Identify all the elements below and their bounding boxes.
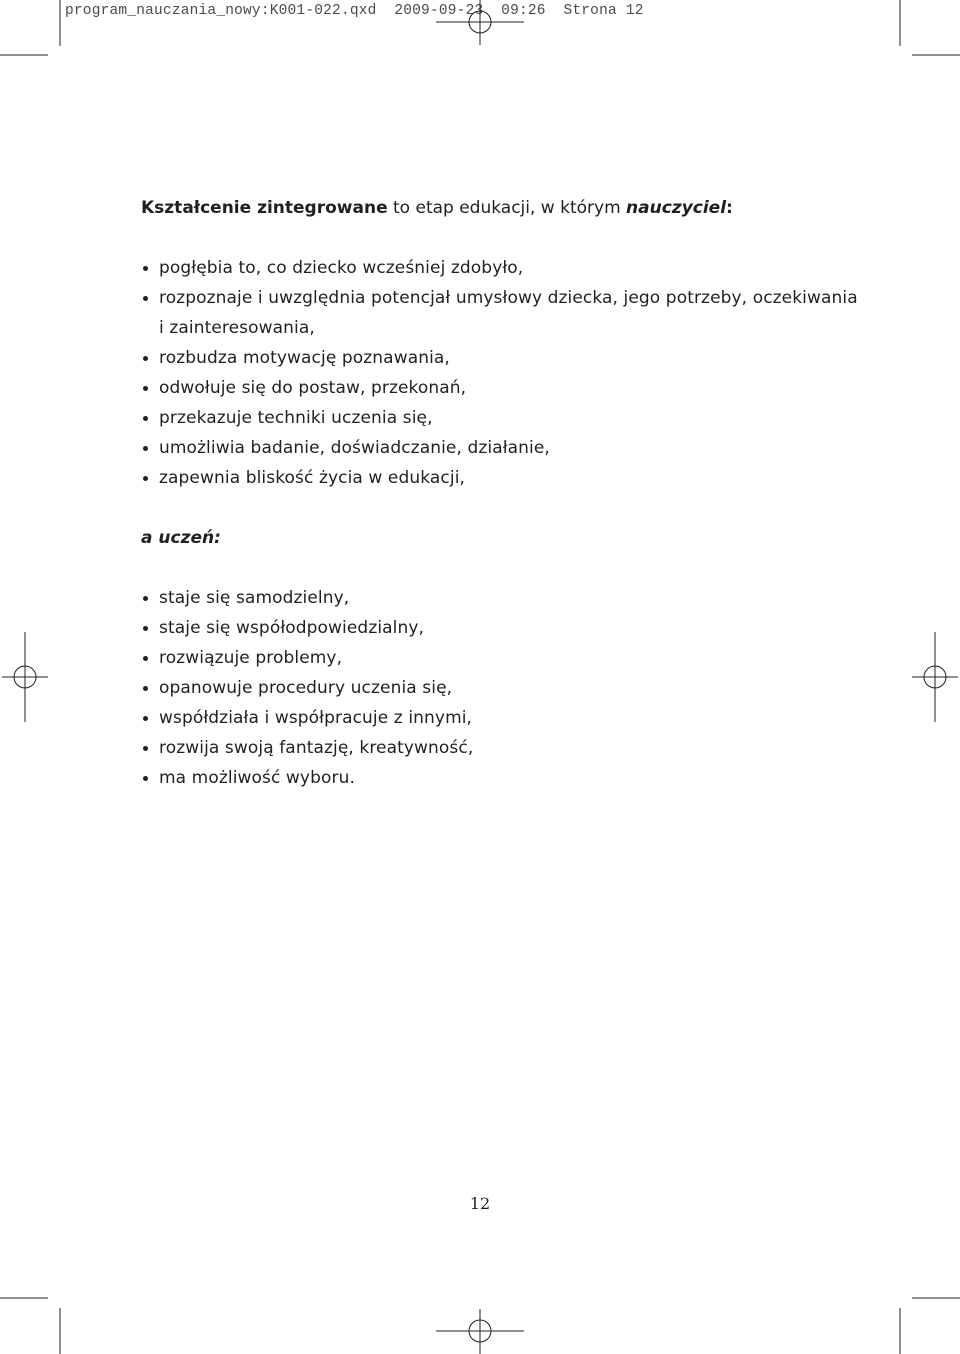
intro-colon: : bbox=[726, 198, 733, 218]
list-item: pogłębia to, co dziecko wcześniej zdobyło, bbox=[141, 253, 861, 283]
list-item: odwołuje się do postaw, przekonań, bbox=[141, 373, 861, 403]
list-item: opanowuje procedury uczenia się, bbox=[141, 673, 861, 703]
print-slug: program_nauczania_nowy:K001-022.qxd 2009-09-23 09:26 Strona 12 bbox=[65, 3, 644, 19]
registration-mark-left bbox=[2, 632, 48, 722]
list-item: rozbudza motywację poznawania, bbox=[141, 343, 861, 373]
list-item: umożliwia badanie, doświadczanie, działanie, bbox=[141, 433, 861, 463]
list-item: współdziała i współpracuje z innymi, bbox=[141, 703, 861, 733]
list-item: rozwija swoją fantazję, kreatywność, bbox=[141, 733, 861, 763]
registration-mark-bottom bbox=[436, 1309, 524, 1354]
list-item: zapewnia bliskość życia w edukacji, bbox=[141, 463, 861, 493]
intro-italic-term: nauczyciel bbox=[626, 198, 727, 218]
student-heading: a uczeń: bbox=[141, 528, 221, 548]
list-item: staje się samodzielny, bbox=[141, 583, 861, 613]
list-item: staje się współodpowiedzialny, bbox=[141, 613, 861, 643]
registration-mark-right bbox=[912, 632, 958, 722]
list-item: rozwiązuje problemy, bbox=[141, 643, 861, 673]
list-item: przekazuje techniki uczenia się, bbox=[141, 403, 861, 433]
list-item: rozpoznaje i uwzględnia potencjał umysłowy dziecka, jego potrzeby, oczekiwania i zainteresowania, bbox=[141, 283, 861, 343]
intro-middle: to etap edukacji, w którym bbox=[387, 198, 627, 218]
intro-paragraph bbox=[141, 193, 861, 223]
list-item: ma możliwość wyboru. bbox=[141, 763, 861, 793]
main-content bbox=[141, 193, 861, 793]
page-number: 12 bbox=[469, 1194, 491, 1213]
teacher-list bbox=[141, 253, 861, 493]
student-list bbox=[141, 583, 861, 793]
intro-bold-lead: Kształcenie zintegrowane bbox=[141, 198, 388, 218]
